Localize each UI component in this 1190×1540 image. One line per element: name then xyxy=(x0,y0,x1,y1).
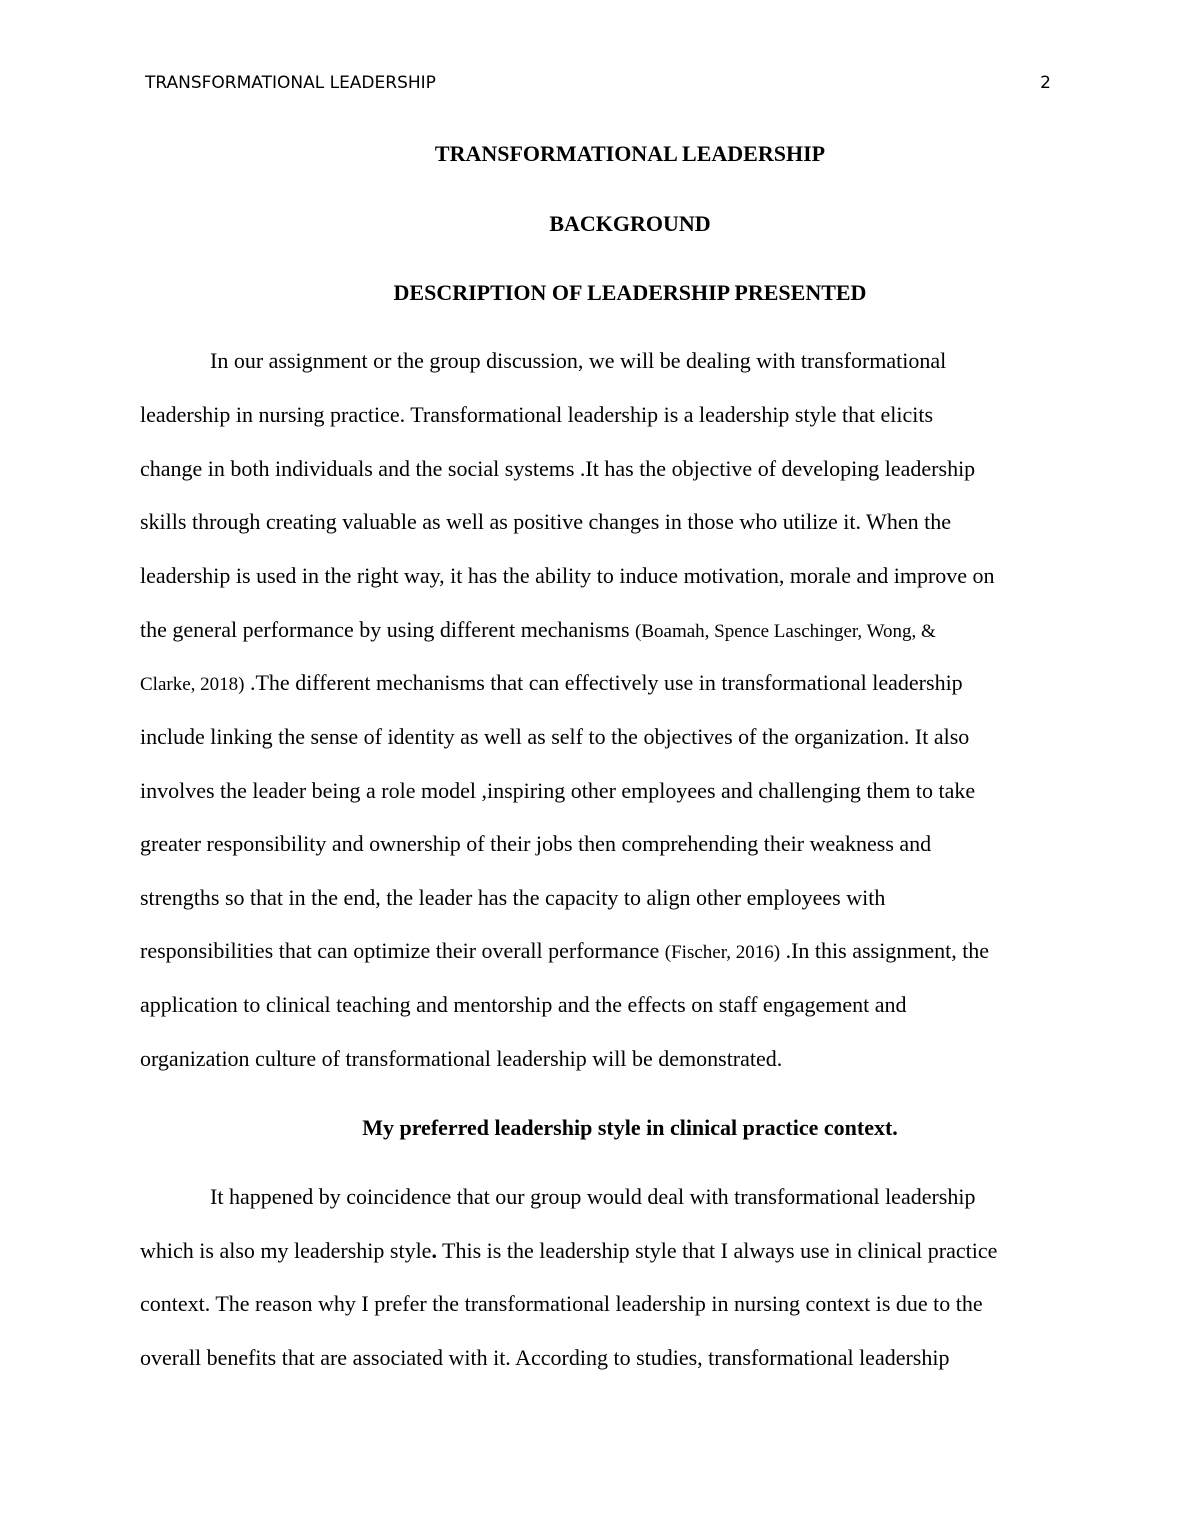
paragraph-line: greater responsibility and ownership of their jobs then comprehending their weakness and xyxy=(140,831,932,856)
paragraph-line: skills through creating valuable as well as positive changes in those who utilize it. When the xyxy=(140,509,951,534)
citation: (Boamah, Spence Laschinger, Wong, & xyxy=(635,621,936,642)
paragraph-line: It happened by coincidence that our group would deal with transformational leadership xyxy=(210,1184,976,1209)
paragraph-line: include linking the sense of identity as well as self to the objectives of the organization. It also xyxy=(140,724,970,749)
line-text: .The different mechanisms that can effectively use in transformational leadership xyxy=(244,670,963,695)
bold-period: . xyxy=(431,1238,437,1263)
paragraph-line: In our assignment or the group discussion, we will be dealing with transformational xyxy=(210,348,947,373)
paragraph-line xyxy=(140,668,1070,700)
running-head: TRANSFORMATIONAL LEADERSHIP xyxy=(145,73,436,93)
line-text: the general performance by using different mechanisms xyxy=(140,617,636,642)
description-heading: DESCRIPTION OF LEADERSHIP PRESENTED xyxy=(393,280,867,305)
paragraph-line: context. The reason why I prefer the transformational leadership in nursing context is due to the xyxy=(140,1291,983,1316)
line-text: responsibilities that can optimize their overall performance xyxy=(140,938,665,963)
page-number: 2 xyxy=(1040,73,1051,93)
citation: Clarke, 2018) xyxy=(140,674,245,695)
paragraph-line: leadership is used in the right way, it has the ability to induce motivation, morale and improve on xyxy=(140,563,995,588)
line-text: .In this assignment, the xyxy=(780,938,990,963)
paragraph-line: involves the leader being a role model ,inspiring other employees and challenging them to take xyxy=(140,778,976,803)
paragraph-line xyxy=(140,1236,1070,1266)
paragraph-line: application to clinical teaching and mentorship and the effects on staff engagement and xyxy=(140,992,907,1017)
paragraph-line xyxy=(140,615,1070,647)
paragraph-line xyxy=(140,936,1070,968)
paragraph-line: strengths so that in the end, the leader has the capacity to align other employees with xyxy=(140,885,886,910)
title-heading: TRANSFORMATIONAL LEADERSHIP xyxy=(434,141,826,166)
line-text: This is the leadership style that I always use in clinical practice xyxy=(436,1238,998,1263)
paragraph-line: change in both individuals and the social systems .It has the objective of developing leadership xyxy=(140,456,976,481)
paragraph-line: overall benefits that are associated with it. According to studies, transformational leadership xyxy=(140,1345,950,1370)
paragraph-line: leadership in nursing practice. Transformational leadership is a leadership style that elicits xyxy=(140,402,934,427)
background-heading: BACKGROUND xyxy=(549,211,711,236)
citation: (Fischer, 2016) xyxy=(664,942,781,963)
preferred-style-heading: My preferred leadership style in clinical practice context. xyxy=(362,1115,898,1140)
paragraph-line: organization culture of transformational leadership will be demonstrated. xyxy=(140,1046,783,1071)
line-text: which is also my leadership style xyxy=(140,1238,432,1263)
